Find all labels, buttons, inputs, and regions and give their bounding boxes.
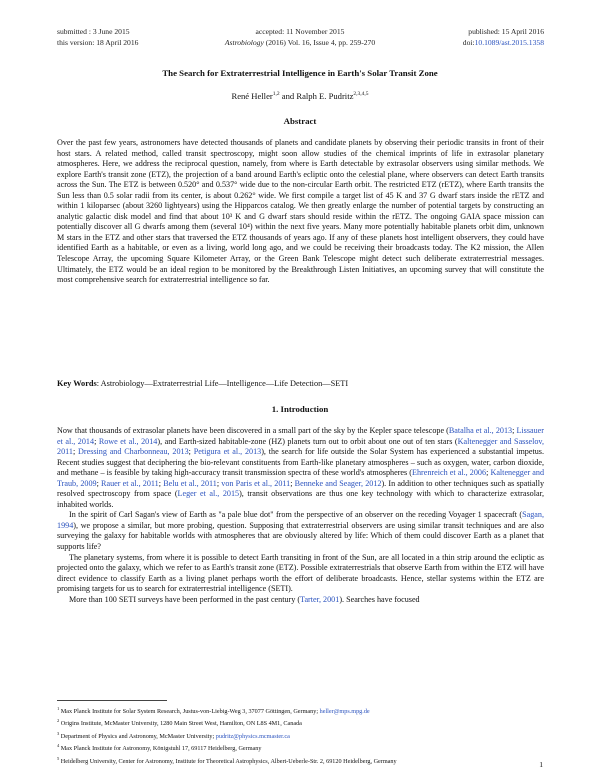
citation-link[interactable]: Kaltenegger and Traub, 2009 (57, 468, 545, 488)
abstract-heading: Abstract (283, 116, 317, 126)
footnote-5: $^5$ Heidelberg University, Center for Astronomy, Institute for Theoretical Astrophysics, Albert-Ueberle-Str. 2, 69120 Heidelberg, Germany (57, 755, 397, 765)
citation-link[interactable]: Benneke and Seager, 2012 (294, 478, 382, 488)
author-pudritz: Ralph E. Pudritz (296, 91, 354, 101)
citation-link[interactable]: Rauer et al., 2011 (101, 478, 159, 488)
citation-link[interactable]: Lissauer et al., 2014 (57, 426, 544, 446)
intro-paragraph-4: More than 100 SETI surveys have been performed in the past century (Tarter, 2001). Searches have focused (69, 594, 420, 604)
citation-link[interactable]: Dressing and Charbonneau, 2013 (78, 447, 189, 457)
intro-paragraph-3: The planetary systems, from where it is possible to detect Earth transiting in front of the Sun, are all located in a thin strip around the ecliptic as projected onto the galaxy, which we refer to as Earth's transit zone (ETZ). Possible extraterrestrials that observe Earth from within the ETZ will have direct evidence to classify Earth as a living planet perhaps worth the effort of deliberate broadcasts. Hence, stellar systems within the ETZ are promising targets for us to search for extraterrestrial intelligence (SETI). (57, 552, 544, 594)
keywords-text: : Astrobiology—Extraterrestrial Life—Intelligence—Life Detection—SETI (96, 379, 349, 388)
this-version-date: this version: 18 April 2016 (57, 37, 139, 47)
author-heller: René Heller (231, 91, 273, 101)
footnote-3: $^3$ Department of Physics and Astronomy, McMaster University; pudritz@physics.mcmaster.ca (57, 730, 290, 740)
header-right (463, 27, 544, 48)
intro-paragraph-2: In the spirit of Carl Sagan's view of Earth as "a pale blue dot" from the perspective of an observer on the receding Voyager 1 spacecraft (Sagan, 1994), we propose a similar, but more probing, question. Supposing that extraterrestrial observers are using similar transit techniques and are also surveying the galaxy for habitable worlds with atmospheres that are obviously altered by life: Which of them could discover Earth as a planet that supports life? (57, 510, 544, 552)
footnotes (57, 704, 557, 766)
page-number: 1 (539, 760, 543, 769)
header-center (196, 27, 404, 48)
doi-link[interactable]: 10.1089/ast.2015.1358 (474, 37, 544, 47)
citation-link[interactable]: von Paris et al., 2011 (221, 478, 291, 488)
citation-link[interactable]: Tarter, 2001 (300, 594, 340, 604)
footnote-1: $^1$ Max Planck Institute for Solar System Research, Justus-von-Liebig-Weg 3, 37077 Göttingen, Germany; heller@mps.mpg.de (57, 706, 370, 716)
intro-paragraph-1: Now that thousands of extrasolar planets have been discovered in a small part of the sky by the Kepler space telescope (Batalha et al., 2013; Lissauer et al., 2014; Rowe et al., 2014), and Earth-sized habitable-zone (HZ) planets turn out to orbit about one out of ten stars (Kaltenegger and Sasselov, 2011; Dressing and Charbonneau, 2013; Petigura et al., 2013), the search for life outside the Solar System has experienced a substantial impetus. Recent studies suggest that deciphering the bio-relevant constituents from Earth-like planetary atmospheres – such as oxygen, water, carbon dioxide, and methane – is feasible by taking high-accuracy transit transmission spectra of these world's atmospheres (Ehrenreich et al., 2006; Kaltenegger and Traub, 2009; Rauer et al., 2011; Belu et al., 2011; von Paris et al., 2011; Benneke and Seager, 2012). In addition to other techniques such as spatially resolved spectroscopy from space (Leger et al., 2015), transit observations are thus one key technology with which to characterize extrasolar, inhabited worlds. (57, 426, 545, 509)
citation-link[interactable]: Petigura et al., 2013 (193, 447, 262, 457)
doi: doi:10.1089/ast.2015.1358 (462, 37, 544, 47)
keywords-label: Key Words (57, 379, 97, 388)
citation-link[interactable]: Leger et al., 2015 (177, 489, 240, 499)
footnote-4: $^4$ Max Planck Institute for Astronomy, Königstuhl 17, 69117 Heidelberg, Germany (57, 743, 262, 753)
citation-link[interactable]: Sagan, 1994 (57, 510, 544, 530)
author-list: René Heller$^{1,2}$ and Ralph E. Pudritz$^{2,3,4,5}$ (231, 91, 369, 101)
footnote-divider (57, 700, 167, 701)
keywords (57, 379, 348, 388)
citation-link[interactable]: Kaltenegger and Sasselov, 2011 (57, 436, 544, 457)
citation-link[interactable]: Batalha et al., 2013 (448, 426, 513, 435)
email-link[interactable]: pudritz@physics.mcmaster.ca (215, 733, 290, 740)
published-date: published: 15 April 2016 (468, 27, 544, 36)
author-affil-sup: 1,2 (272, 91, 280, 98)
journal-volume: (2016) Vol. 16, Issue 4, pp. 259-270 (265, 37, 376, 47)
citation-link[interactable]: Belu et al., 2011 (163, 478, 217, 488)
journal-citation (196, 38, 404, 49)
introduction-heading: 1. Introduction (271, 404, 329, 414)
introduction-body (57, 426, 544, 605)
submitted-date: submitted : 3 June 2015 (57, 27, 130, 36)
paper-title: The Search for Extraterrestrial Intelligence in Earth's Solar Transit Zone (162, 68, 438, 78)
footnote-2: $^2$ Origins Institute, McMaster University, 1280 Main Street West, Hamilton, ON L8S 4M1, Canada (57, 718, 302, 728)
accepted-date: accepted: 11 November 2015 (255, 27, 345, 36)
email-link[interactable]: heller@mps.mpg.de (319, 708, 370, 716)
citation-link[interactable]: Ehrenreich et al., 2006 (412, 468, 487, 478)
abstract-text: Over the past few years, astronomers have detected thousands of planets and candidate planets by observing their periodic transits in front of their host stars. A related method, called transit spectroscopy, might soon allow studies of the chemical imprints of life in extrasolar planetary atmospheres. Here, we address the reciprocal question, namely, from where is Earth detectable by extrasolar observers using similar methods. We explore Earth's transit zone (ETZ), the projection of a band around Earth's ecliptic onto the celestial plane, where observers can detect Earth transits across the Sun. The ETZ is between 0.520° and 0.537° wide due to the non-circular Earth orbit. The restricted ETZ (rETZ), where Earth transits the Sun less than 0.5 solar radii from its center, is about 0.262° wide. We first compile a target list of 45 K and 37 G dwarf stars inside the rETZ and within 1 kiloparsec (about 3260 lightyears) using the Hipparcos catalog. We then greatly enlarge the number of potential targets by constructing an analytic galactic disk model and find that about 10³ K and G dwarf stars should reside within the rETZ. The ongoing GAIA space mission can potentially discover all G dwarfs among them (several 10⁴) within the next five years. Many more potentially habitable planets orbit dim, unknown M stars in the ETZ and other stars that traversed the ETZ thousands of years ago. If any of these planets host intelligent observers, they could have identified Earth as a habitable, or even as a living, world long ago, and we could be receiving their broadcasts today. The K2 mission, the Allen Telescope Array, the upcoming Square Kilometer Array, or the Green Bank Telescope might detect such deliberate extraterrestrial messages. Ultimately, the ETZ would be an ideal region to be monitored by the Breakthrough Listen Initiatives, an upcoming survey that will constitute the most comprehensive search for extraterrestrial intelligence so far. (57, 138, 544, 285)
journal-name: Astrobiology (224, 37, 264, 47)
citation-link[interactable]: Rowe et al., 2014 (98, 436, 158, 446)
abstract-body (57, 138, 544, 286)
author-affil-sup: 2,3,4,5 (353, 91, 369, 98)
header-left (57, 27, 138, 48)
